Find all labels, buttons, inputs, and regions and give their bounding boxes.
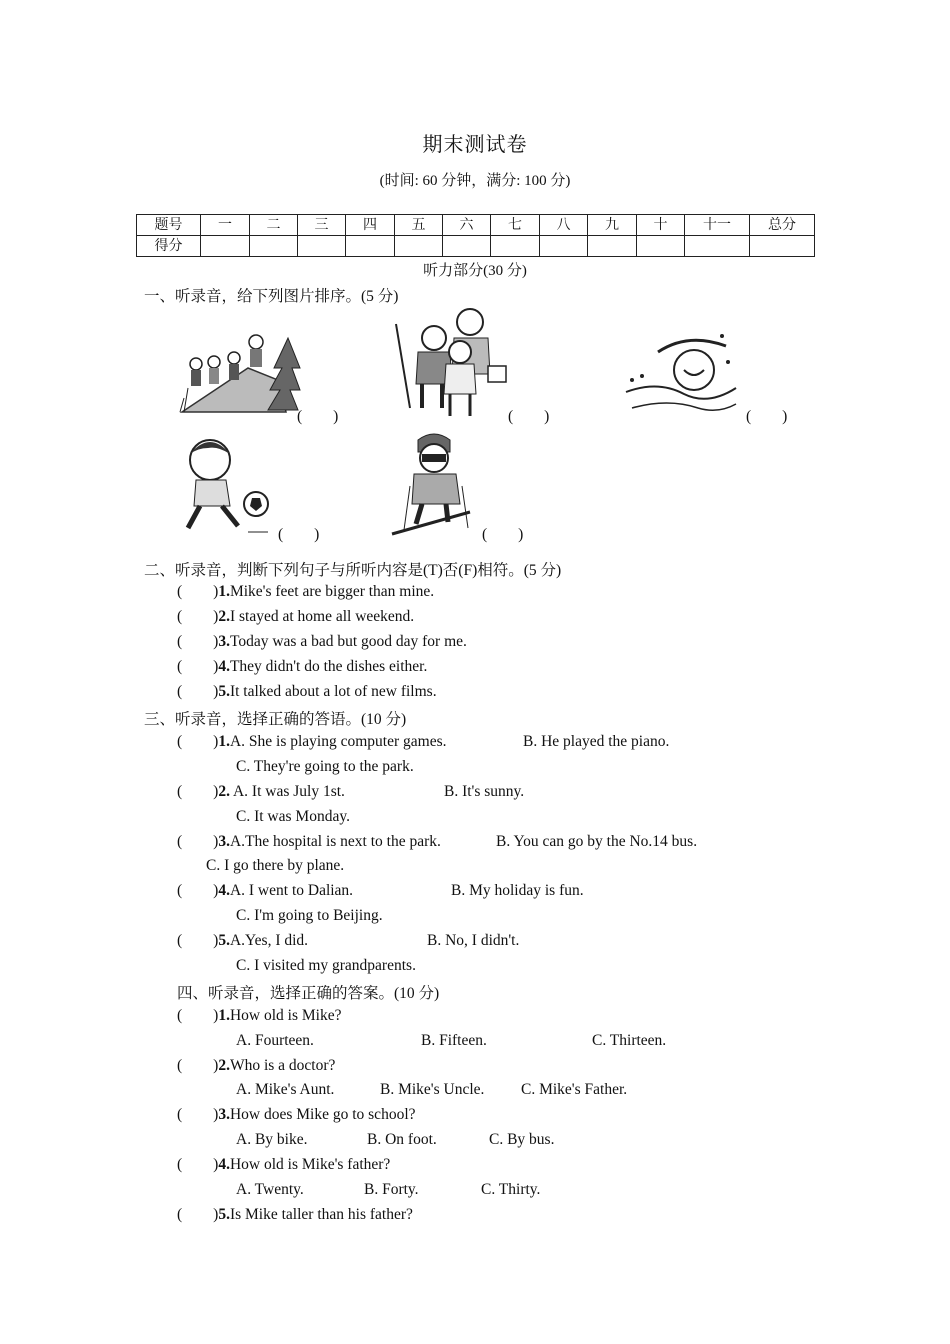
item-text: Today was a bad but good day for me. [229,633,467,650]
option-a: A. It was July 1st. [229,783,345,800]
option-c: C. I'm going to Beijing. [236,907,383,924]
score-table-header-cell: 四 [346,215,395,236]
question-text: How old is Mike's father? [229,1156,391,1173]
question-text: How does Mike go to school? [229,1106,416,1123]
item-number: 4. [218,882,230,899]
option-a: A. By bike. [236,1131,308,1148]
option-c: C. By bus. [489,1131,555,1148]
item-text: I stayed at home all weekend. [229,608,415,625]
score-cell [637,236,685,257]
question-text: How old is Mike? [229,1007,342,1024]
score-cell [685,236,750,257]
listening-header: 听力部分(30 分) [423,263,527,279]
swimming-picture [618,332,742,414]
score-table-header-cell: 三 [298,215,346,236]
option-a: A. She is playing computer games. [229,733,447,750]
skiing-picture [390,430,484,540]
item-text: Mike's feet are bigger than mine. [229,583,435,600]
option-a: A. I went to Dalian. [229,882,354,899]
soccer-picture [178,436,274,536]
item-text: They didn't do the dishes either. [229,658,428,675]
page-subtitle: (时间: 60 分钟，满分: 100 分) [379,173,571,189]
option-c: C. Thirty. [481,1181,541,1198]
answer-blank[interactable]: ( ) [177,1007,219,1024]
answer-blank[interactable]: ( ) [177,1206,219,1223]
item-number: 5. [218,932,230,949]
item-number: 5. [218,1206,230,1223]
item-number: 1. [218,1007,230,1024]
score-table-header-cell: 题号 [137,215,201,236]
score-cell [250,236,298,257]
section2-heading: 二、听录音，判断下列句子与所听内容是(T)否(F)相符。(5 分) [144,562,562,579]
answer-blank[interactable]: ( ) [177,683,219,700]
option-a: A.The hospital is next to the park. [229,833,441,850]
item-number: 1. [218,733,230,750]
option-c: C. It was Monday. [236,808,350,825]
score-cell [298,236,346,257]
item-number: 4. [218,1156,230,1173]
section4-item [177,1205,413,1225]
score-table-header-cell: 十一 [685,215,750,236]
score-cell [540,236,588,257]
item-number: 2. [218,783,230,800]
section4-item [177,1006,341,1026]
answer-blank[interactable]: ( ) [177,1156,219,1173]
score-table [136,214,815,257]
question-text: Is Mike taller than his father? [229,1206,413,1223]
section3-item [177,782,345,802]
score-cell [201,236,250,257]
option-c: C. They're going to the park. [236,758,414,775]
section2-item [177,607,414,627]
section4-item [177,1056,335,1076]
family-fishing-picture [390,304,512,418]
option-a: A. Fourteen. [236,1032,314,1049]
option-b: B. Mike's Uncle. [380,1081,485,1098]
item-number: 2. [218,608,230,625]
option-b: B. Fifteen. [421,1032,487,1049]
item-number: 1. [218,583,230,600]
option-b: B. No, I didn't. [427,932,520,949]
option-a: A. Twenty. [236,1181,304,1198]
item-text: It talked about a lot of new films. [229,683,437,700]
score-table-header-cell: 八 [540,215,588,236]
score-table-header-cell: 一 [201,215,250,236]
answer-blank[interactable]: ( ) [177,833,219,850]
section2-item [177,682,437,702]
answer-blank[interactable]: ( ) [177,583,219,600]
option-b: B. Forty. [364,1181,419,1198]
answer-blank[interactable]: ( ) [177,658,219,675]
option-b: B. He played the piano. [523,733,670,750]
section3-item [177,931,308,951]
answer-paren-3[interactable]: ( ) [746,408,788,425]
option-c: C. Thirteen. [592,1032,667,1049]
answer-blank[interactable]: ( ) [177,882,219,899]
item-number: 3. [218,1106,230,1123]
item-number: 3. [218,833,230,850]
score-table-header-cell: 七 [491,215,540,236]
score-table-header-cell: 总分 [750,215,815,236]
score-table-header-cell: 二 [250,215,298,236]
score-table-header-cell: 九 [588,215,637,236]
score-table-header-cell: 六 [443,215,491,236]
item-number: 2. [218,1057,230,1074]
section2-item [177,582,434,602]
item-number: 4. [218,658,230,675]
answer-blank[interactable]: ( ) [177,783,219,800]
option-a: A.Yes, I did. [229,932,309,949]
item-number: 3. [218,633,230,650]
score-table-score-row [137,236,815,257]
score-table-header-cell: 五 [395,215,443,236]
score-table-row-label: 得分 [137,236,201,257]
option-c: C. Mike's Father. [521,1081,628,1098]
option-b: B. On foot. [367,1131,437,1148]
section3-item [177,832,441,852]
score-cell [395,236,443,257]
section3-item [177,881,353,901]
section4-item [177,1105,416,1125]
option-c: C. I go there by plane. [206,857,345,874]
answer-blank[interactable]: ( ) [177,633,219,650]
answer-paren-1[interactable]: ( ) [297,408,339,425]
answer-blank[interactable]: ( ) [177,932,219,949]
page-title: 期末测试卷 [422,132,528,156]
answer-paren-2[interactable]: ( ) [508,408,550,425]
score-cell [346,236,395,257]
score-cell [443,236,491,257]
answer-paren-5[interactable]: ( ) [482,526,524,543]
section3-heading: 三、听录音，选择正确的答语。(10 分) [144,711,407,728]
score-cell [750,236,815,257]
option-a: A. Mike's Aunt. [236,1081,335,1098]
answer-blank[interactable]: ( ) [177,733,219,750]
answer-blank[interactable]: ( ) [177,1106,219,1123]
section2-item [177,657,427,677]
score-cell [491,236,540,257]
answer-blank[interactable]: ( ) [177,608,219,625]
score-table-header-row [137,215,815,236]
item-number: 5. [218,683,230,700]
option-c: C. I visited my grandparents. [236,957,416,974]
question-text: Who is a doctor? [229,1057,336,1074]
section1-heading: 一、听录音，给下列图片排序。(5 分) [144,288,399,305]
score-table-header-cell: 十 [637,215,685,236]
section4-item [177,1155,390,1175]
section2-item [177,632,467,652]
answer-paren-4[interactable]: ( ) [278,526,320,543]
hiking-picture [178,328,302,416]
option-b: B. It's sunny. [444,783,525,800]
score-cell [588,236,637,257]
option-b: B. You can go by the No.14 bus. [496,833,698,850]
answer-blank[interactable]: ( ) [177,1057,219,1074]
option-b: B. My holiday is fun. [451,882,584,899]
section4-heading: 四、听录音，选择正确的答案。(10 分) [177,985,440,1002]
section3-item [177,732,446,752]
